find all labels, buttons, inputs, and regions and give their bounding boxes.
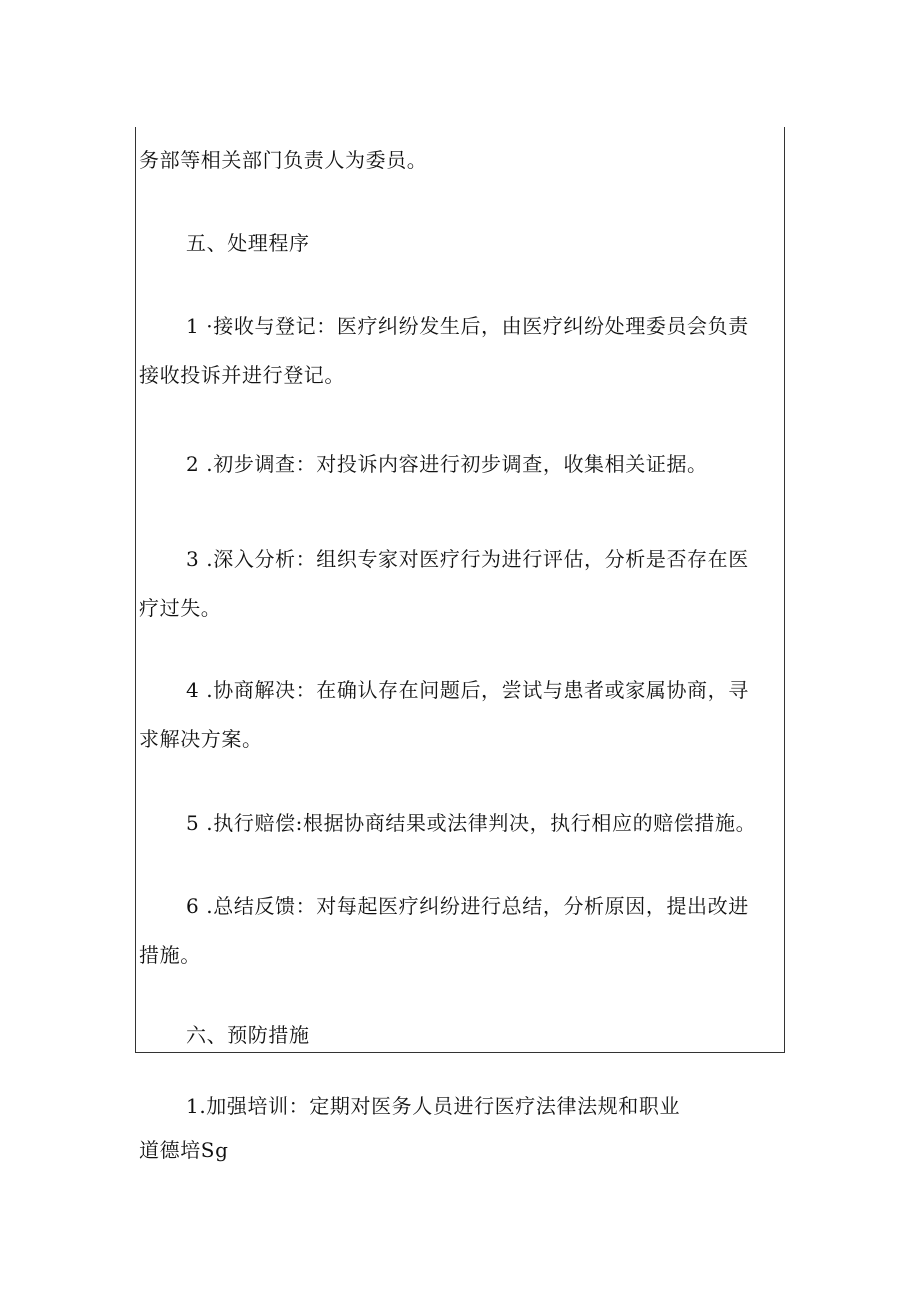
list-item: 2 .初步调查：对投诉内容进行初步调查，收集相关证据。 [186,452,708,476]
list-item: 3 .深入分析：组织专家对医疗行为进行评估，分析是否存在医 [186,547,749,571]
text-line: 疗过失。 [139,596,222,620]
text-line: 务部等相关部门负责人为委员。 [139,148,428,172]
list-item: 1 ·接收与登记：医疗纠纷发生后，由医疗纠纷处理委员会负责 [186,314,749,338]
list-item: 5 .执行赔偿:根据协商结果或法律判决，执行相应的赔偿措施。 [186,811,757,835]
section-heading: 五、处理程序 [186,231,310,255]
text-line: 道德培Sg [139,1138,229,1162]
list-item: 1.加强培训：定期对医务人员进行医疗法律法规和职业 [186,1094,681,1118]
list-item: 4 .协商解决：在确认存在问题后，尝试与患者或家属协商，寻 [186,678,749,702]
list-item: 6 .总结反馈：对每起医疗纠纷进行总结，分析原因，提出改进 [186,894,749,918]
text-line: 措施。 [139,943,201,967]
section-heading: 六、预防措施 [186,1023,310,1047]
text-line: 求解决方案。 [139,727,263,751]
text-line: 接收投诉并进行登记。 [139,363,345,387]
